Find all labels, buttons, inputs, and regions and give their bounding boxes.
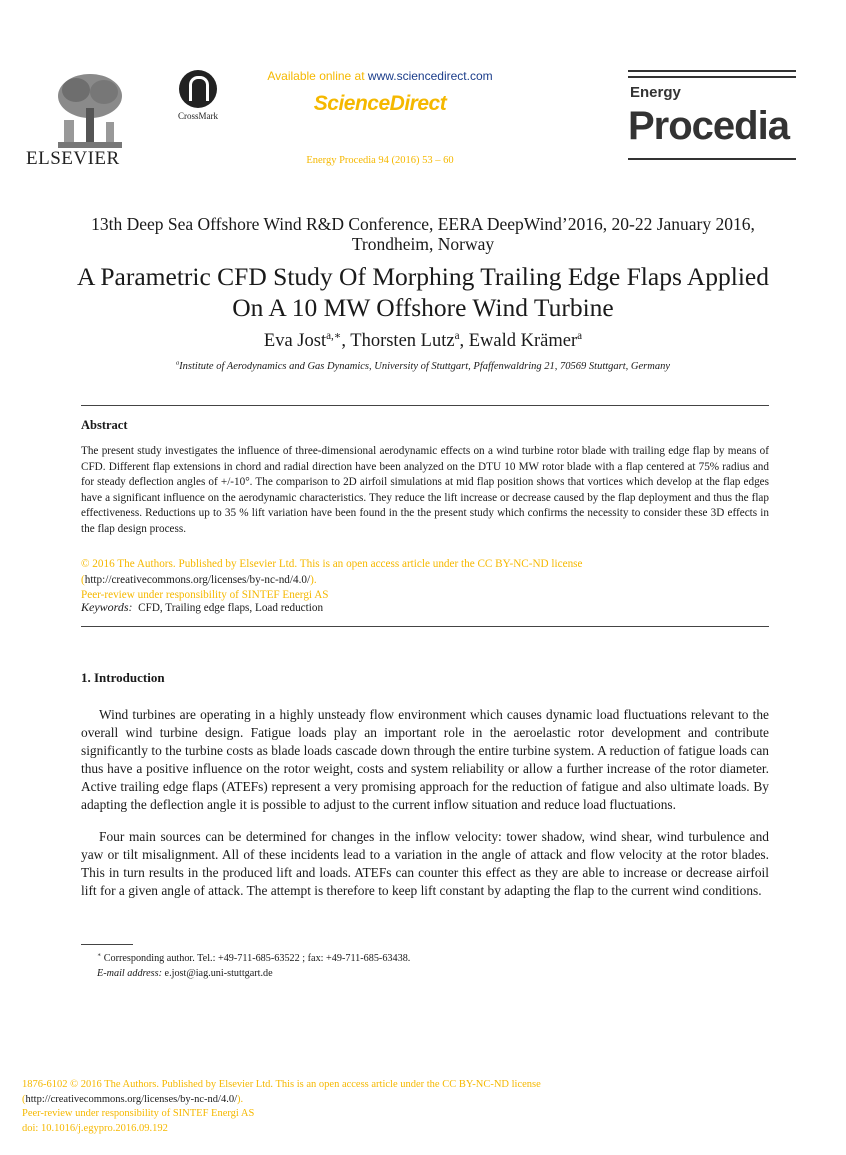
footnote-email-line [81,966,410,981]
logo-rule [628,70,796,72]
logo-energy-text: Energy [630,84,681,101]
footer-url-line [22,1093,541,1108]
conference-info [40,214,806,254]
abstract-body: The present study investigates the influence of three-dimensional aerodynamic effects on a wind turbine rotor blade with trailing edge flap by means of CFD. Different flap extensions in chord and radial direction have been analyzed on the DTU 10 MW rotor blade with a flap centered at 75% radius and for steady deflection angles of +/-10°. The comparison to 2D airfoil simulations at mid flap position shows that vortices which develop at the flap edges have a significant influence on the aerodynamic characteristics. They reduce the lift increase or decrease caused by the flap deployment and thus the flap effectiveness. Reductions up to 35 % lift variation have been found in the the present study which confirms the necessity to consider these 3D effects in the flap design process. [81,445,769,535]
title-line: A Parametric CFD Study Of Morphing Trailing Edge Flaps Applied [76,262,770,291]
author-list [40,331,806,352]
paren: ). [237,1093,244,1105]
footnote-rule [81,944,133,945]
footnote [81,951,410,981]
conference-line: 13th Deep Sea Offshore Wind R&D Conference, EERA DeepWind’2016, 20-22 January 2016, [91,214,755,234]
doi[interactable]: doi: 10.1016/j.egypro.2016.09.192 [22,1122,168,1134]
author-name: Thorsten Lutz [350,331,455,351]
abstract-heading: Abstract [81,418,128,432]
crossmark-icon [179,70,217,108]
paragraph: Four main sources can be determined for changes in the inflow velocity: tower shadow, wind shear, wind turbulence and yaw or tilt misalignment. All of these incidents lead to a variation in the angle of attack and flow velocity at the rotor blades. This in turn results in the produced lift and loads. ATEFs can counter this effect as they are able to increase or decrease airfoil lift for a given angle of attack. The attempt is therefore to keep lift constant by adapting the flap to the current wind conditions. [81,829,769,898]
paragraph: Wind turbines are operating in a highly unsteady flow environment which causes dynamic load fluctuations relevant to the overall wind turbine design. Fatigue loads play an important role in the aeroelastic rotor development and contribute significantly to the turbine costs as blade loads cascade down through the entire turbine system. A reduction of fatigue loads can thus have a positive influence on the rotor weight, costs and system reliability or allow a further increase of the rotor diameter. Active trailing edge flaps (ATEFs) represent a very promising approach for the reduction of fatigue and also ultimate loads. By adapting the deflection angle it is possible to adjust to the current inflow situation and reduce load fluctuations. [81,707,769,812]
paren: ). [310,573,317,586]
logo-rule [628,76,796,78]
author-affiliation-mark: a [454,329,460,342]
author-name: Ewald Krämer [468,331,578,351]
abstract-bottom-rule [81,626,769,627]
journal-reference: Energy Procedia 94 (2016) 53 – 60 [306,155,454,166]
affiliation [60,361,786,372]
affiliation-text: Institute of Aerodynamics and Gas Dynamics, University of Stuttgart, Pfaffenwaldring 21, 70569 Stuttgart, Germany [179,361,670,372]
author-separator: , [341,331,351,351]
author-affiliation-mark: a [577,329,583,342]
affiliation-mark: a [176,359,180,367]
email-label: E-mail address: [97,968,162,979]
license-url-line [81,573,769,589]
keywords-label: Keywords: [81,600,133,614]
sciencedirect-logo: ScienceDirect [313,92,447,115]
title-line: On A 10 MW Offshore Wind Turbine [232,293,614,322]
copyright-footer [22,1078,541,1136]
author-name: Eva Jost [263,331,327,351]
peer-review-note: Peer-review under responsibility of SINTEF Energi AS [81,589,329,602]
conference-location: Trondheim, Norway [351,234,495,254]
footer-license-link[interactable]: http://creativecommons.org/licenses/by-nc-nd/4.0/ [25,1093,238,1105]
author-separator: , [459,331,469,351]
logo-procedia-text: Procedia [628,104,789,148]
availability-prefix: Available online at [267,69,368,83]
license-block [81,557,769,604]
footnote-mark: ∗ [97,952,102,959]
issn-copyright: 1876-6102 © 2016 The Authors. Published by Elsevier Ltd. This is an open access article under the CC BY-NC-ND license [22,1079,541,1090]
email-address[interactable]: e.jost@iag.uni-stuttgart.de [164,968,273,979]
section-heading: 1. Introduction [81,670,165,685]
corresponding-author: Corresponding author. Tel.: +49-711-685-63522 ; fax: +49-711-685-63438. [103,953,411,964]
paper-title [40,261,806,323]
abstract-top-rule [81,405,769,406]
availability-line [230,69,530,83]
paren: ( [22,1093,26,1105]
license-link[interactable]: http://creativecommons.org/licenses/by-nc-nd/4.0/ [84,573,311,586]
elsevier-logo [22,62,140,170]
license-statement: © 2016 The Authors. Published by Elsevier Ltd. This is an open access article under the CC BY-NC-ND license [81,558,583,570]
elsevier-tree-icon [54,70,126,152]
keywords-line [81,600,323,615]
paren: ( [81,573,85,586]
energy-procedia-logo [628,70,796,162]
keywords-list: CFD, Trailing edge flaps, Load reduction [138,602,324,614]
sciencedirect-link[interactable]: www.sciencedirect.com [367,69,493,83]
logo-rule [628,158,796,160]
publisher-name: ELSEVIER [26,148,120,169]
author-affiliation-mark: a,∗ [326,329,342,342]
footnote-line [81,951,410,966]
footer-peer-review: Peer-review under responsibility of SINTEF Energi AS [22,1108,255,1119]
crossmark-label: CrossMark [178,111,218,121]
crossmark-badge[interactable] [168,70,228,121]
